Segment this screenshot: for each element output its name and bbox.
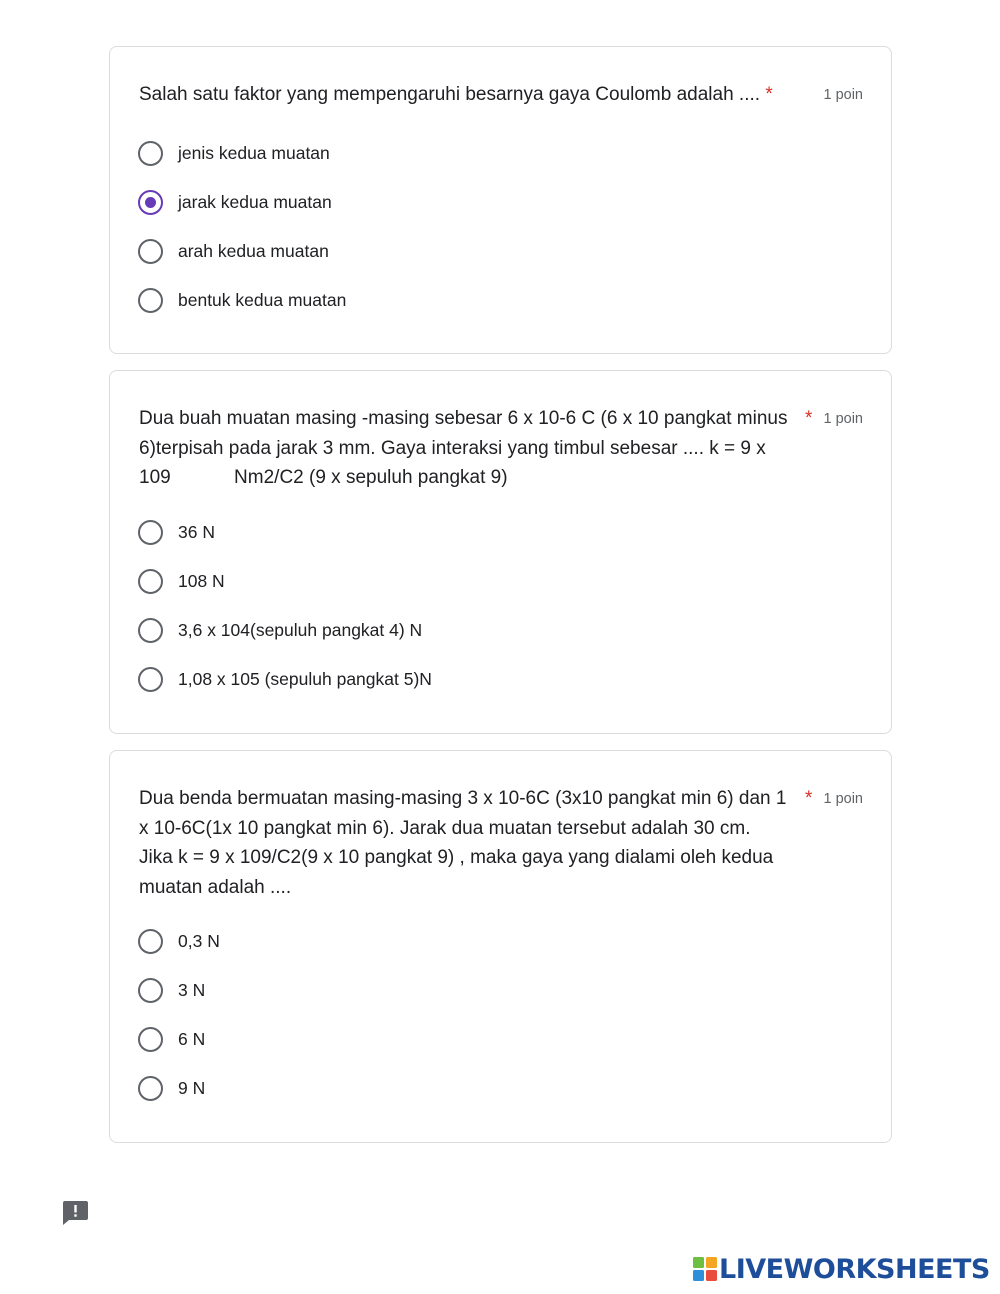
radio-button[interactable]: [138, 978, 163, 1003]
option-108-n[interactable]: [138, 557, 432, 606]
option-jenis-kedua-muatan[interactable]: [138, 129, 346, 178]
required-asterisk: *: [805, 408, 813, 429]
option-label: 9 N: [178, 1078, 206, 1098]
option-36-n[interactable]: [138, 508, 432, 557]
question-card-3: [109, 750, 892, 1143]
radio-button[interactable]: [138, 618, 163, 643]
radio-button[interactable]: [138, 239, 163, 264]
option-label: 1,08 x 105 (sepuluh pangkat 5)N: [178, 669, 432, 689]
radio-button[interactable]: [138, 1076, 163, 1101]
option-3-6-x-10-4-n[interactable]: [138, 606, 432, 655]
option-label: 3,6 x 104(sepuluh pangkat 4) N: [178, 620, 423, 640]
option-label: jenis kedua muatan: [178, 143, 330, 163]
radio-button[interactable]: [138, 667, 163, 692]
option-label: 0,3 N: [178, 931, 220, 951]
points-label: 1 poin: [823, 87, 863, 103]
radio-button[interactable]: [138, 141, 163, 166]
option-label: 36 N: [178, 522, 215, 542]
points-label: 1 poin: [823, 791, 863, 807]
logo-mark-icon: [693, 1257, 717, 1281]
question-title: Salah satu faktor yang mempengaruhi besarnya gaya Coulomb adalah .... *: [139, 84, 773, 105]
points-label: 1 poin: [823, 411, 863, 427]
required-asterisk: *: [765, 84, 773, 105]
question-title: Dua buah muatan masing -masing sebesar 6 x 10-6 C (6 x 10 pangkat minus 6)terpisah pada jarak 3 mm. Gaya interaksi yang timbul sebesar .... k = 9 x 109 Nm2/C2 (9 x sepuluh pangkat 9): [139, 408, 793, 488]
option-jarak-kedua-muatan[interactable]: [138, 178, 346, 227]
radio-button-selected[interactable]: [138, 190, 163, 215]
question-header: [139, 80, 863, 110]
option-6-n[interactable]: [138, 1015, 220, 1064]
question-header: [139, 784, 863, 902]
question-header: [139, 404, 863, 493]
radio-button[interactable]: [138, 288, 163, 313]
options-list: [138, 917, 220, 1113]
liveworksheets-logo: [693, 1254, 990, 1284]
options-list: [138, 508, 432, 704]
option-label: 6 N: [178, 1029, 206, 1049]
radio-button[interactable]: [138, 929, 163, 954]
option-arah-kedua-muatan[interactable]: [138, 227, 346, 276]
required-asterisk: *: [805, 788, 813, 809]
report-problem-icon[interactable]: [62, 1200, 89, 1226]
option-label: jarak kedua muatan: [178, 192, 332, 212]
question-title: Dua benda bermuatan masing-masing 3 x 10-6C (3x10 pangkat min 6) dan 1 x 10-6C(1x 10 pangkat min 6). Jarak dua muatan tersebut adalah 30 cm. Jika k = 9 x 109/C2(9 x 10 pangkat 9) , maka gaya yang dialami oleh kedua muatan adalah ....: [139, 788, 787, 898]
option-bentuk-kedua-muatan[interactable]: [138, 276, 346, 325]
radio-button[interactable]: [138, 569, 163, 594]
radio-button[interactable]: [138, 1027, 163, 1052]
option-label: 108 N: [178, 571, 225, 591]
question-card-1: [109, 46, 892, 354]
logo-text: LIVEWORKSHEETS: [719, 1253, 990, 1285]
option-label: bentuk kedua muatan: [178, 290, 347, 310]
option-3-n[interactable]: [138, 966, 220, 1015]
option-1-08-x-10-5-n[interactable]: [138, 655, 432, 704]
radio-button[interactable]: [138, 520, 163, 545]
option-0-3-n[interactable]: [138, 917, 220, 966]
question-card-2: [109, 370, 892, 734]
option-9-n[interactable]: [138, 1064, 220, 1113]
option-label: 3 N: [178, 980, 206, 1000]
option-label: arah kedua muatan: [178, 241, 329, 261]
options-list: [138, 129, 346, 325]
